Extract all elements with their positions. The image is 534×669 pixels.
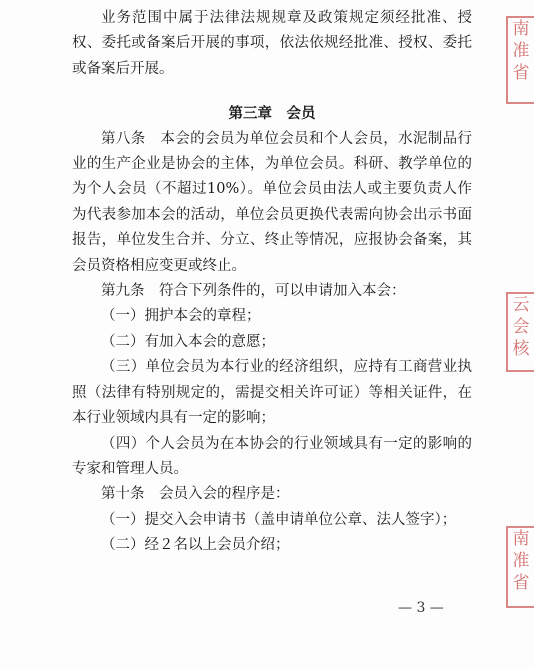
article-10: 第十条 会员入会的程序是： <box>101 486 290 503</box>
chapter-title: 第三章 会员 <box>228 105 316 123</box>
article-8: 第八条 本会的会员为单位会员和个人会员，水泥制品行业的生产企业是协会的主体，为单位会员。科研、教学单位的为个人会员（不超过10%）。单位会员由法人或主要负责人作为代表参加本会的活动，单位会员更换代表需向协会出示书面报告，单位发生合并、分立、终止等情况，应报协会备案，其会员资格相应变更或终止。 <box>72 130 472 274</box>
article-9-item-4: （四）个人会员为在本协会的行业领域具有一定的影响的专家和管理人员。 <box>72 435 472 477</box>
article-9-item-2: （二）有加入本会的意愿； <box>101 333 275 350</box>
seal-stamp-icon: 南 准 省 <box>506 526 534 608</box>
continuation-paragraph: 业务范围中属于法律法规规章及政策规定须经批准、授权、委托或备案后开展的事项，依法依规经批准、授权、委托或备案后开展。 <box>72 10 472 77</box>
page-number: — 3 — <box>398 600 444 616</box>
seal-stamp-icon: 南 准 省 <box>506 16 534 104</box>
article-9-item-3: （三）单位会员为本行业的经济组织，应持有工商营业执照（法律有特别规定的，需提交相关许可证）等相关证件，在本行业领域内具有一定的影响； <box>72 359 472 427</box>
article-9: 第九条 符合下列条件的，可以申请加入本会： <box>101 283 406 300</box>
article-9-item-1: （一）拥护本会的章程； <box>101 308 261 325</box>
document-body <box>72 6 472 559</box>
article-10-item-2: （二）经２名以上会员介绍； <box>101 537 290 554</box>
seal-stamp-icon: 云 会 核 <box>506 292 534 372</box>
article-10-item-1: （一）提交入会申请书（盖申请单位公章、法人签字）； <box>101 511 457 528</box>
